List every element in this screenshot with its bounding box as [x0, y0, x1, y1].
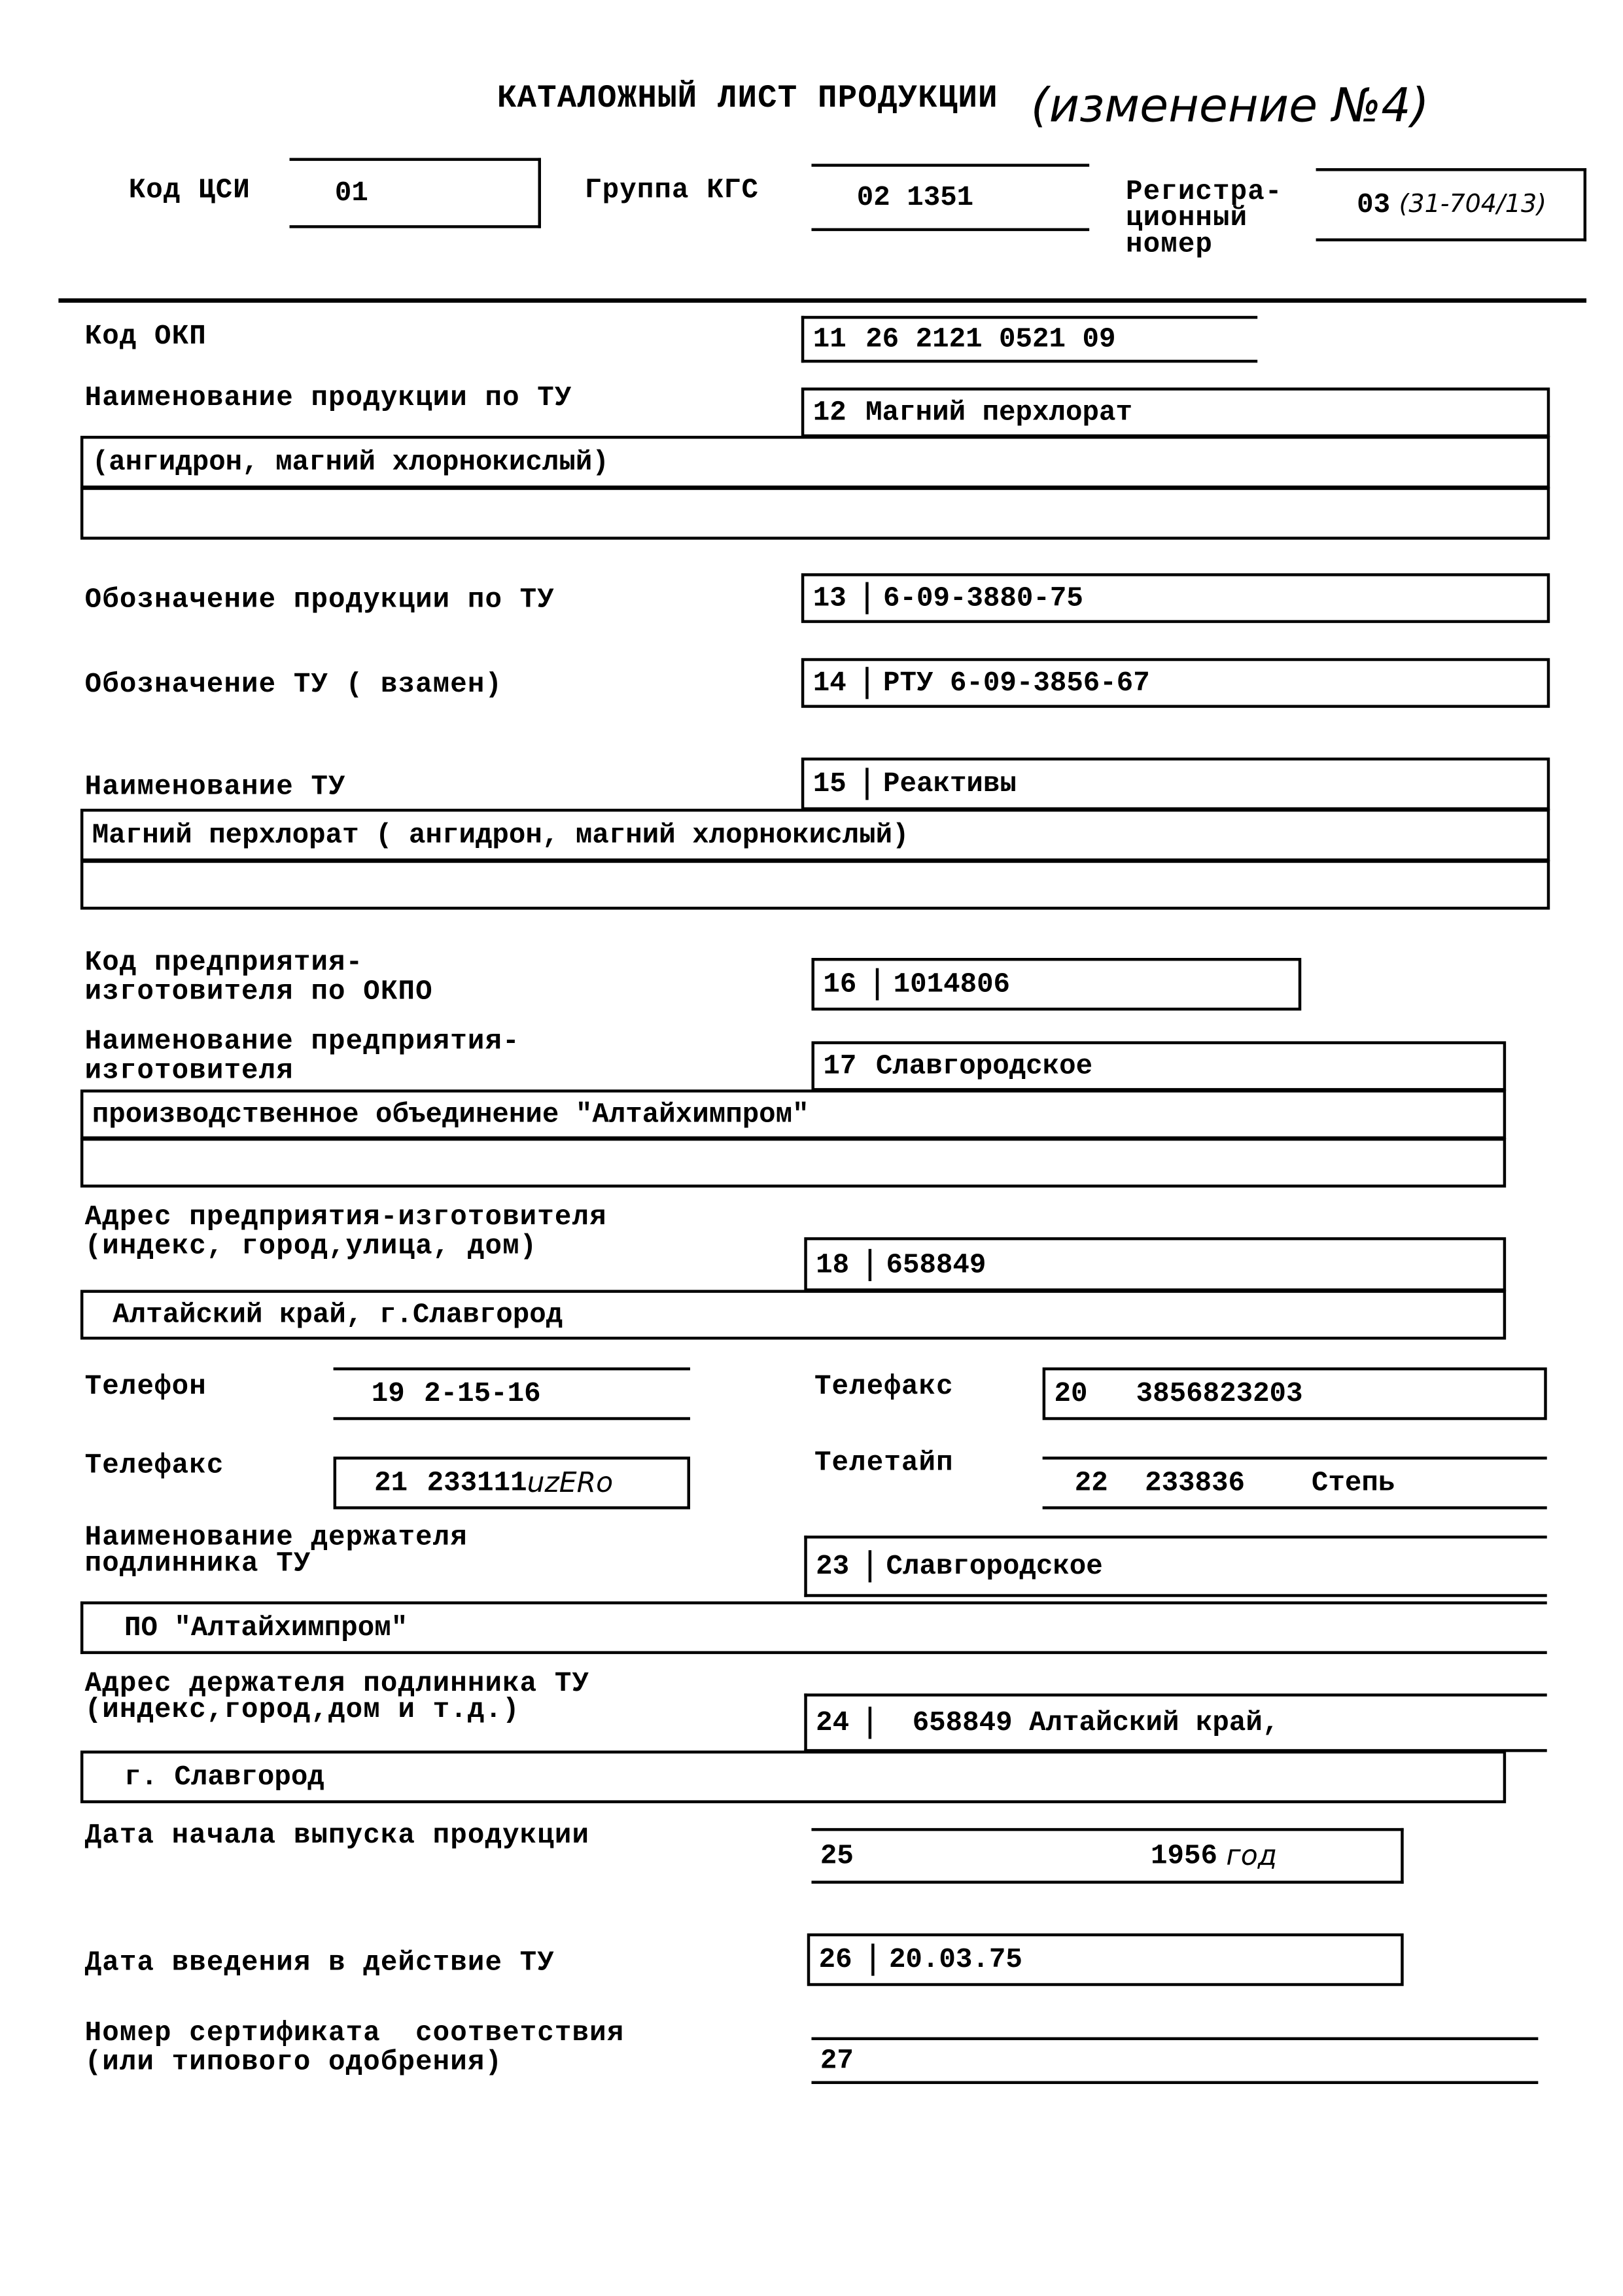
field-11-box	[801, 316, 1257, 363]
field-17-value: Славгородское	[875, 1050, 1093, 1082]
field-24-cont-value: г. Славгород	[124, 1761, 324, 1793]
csu-code-value: 01	[334, 177, 368, 209]
field-15-value: Реактивы	[883, 768, 1017, 800]
field-16-value: 1014806	[893, 968, 1011, 1000]
field-15-label: Наименование ТУ	[84, 770, 346, 804]
field-number: 12	[812, 396, 846, 429]
field-23-continuation	[80, 1601, 1547, 1653]
field-19-value: 2-15-16	[424, 1377, 541, 1410]
field-25-box	[811, 1828, 1403, 1884]
field-number: 16	[823, 968, 879, 1000]
field-12-value: Магний перхлорат	[865, 396, 1132, 429]
field-15-box	[801, 758, 1550, 810]
field-14-box	[801, 658, 1550, 708]
field-19-label: Телефон	[84, 1370, 207, 1403]
field-23-label: Наименование держателя подлинника ТУ	[84, 1521, 468, 1580]
field-18-continuation	[80, 1290, 1506, 1339]
csu-code-label: Код ЦСИ	[128, 173, 251, 207]
reg-number-label: Регистра- ционный номер	[1126, 175, 1283, 260]
field-number: 27	[820, 2044, 854, 2077]
field-13-box	[801, 573, 1550, 623]
field-number: 11	[812, 323, 846, 356]
field-21-box	[334, 1457, 690, 1509]
change-note: (изменение №4)	[1030, 77, 1429, 133]
kgs-group-label: Группа КГС	[585, 173, 759, 207]
field-18-cont-value: Алтайский край, г.Славгород	[113, 1298, 563, 1331]
field-number: 22	[1074, 1466, 1108, 1499]
field-number: 15	[813, 768, 869, 800]
field-24-value: 658849 Алтайский край,	[912, 1706, 1280, 1739]
field-16-label: Код предприятия- изготовителя по ОКПО	[84, 946, 433, 1008]
kgs-group-field	[811, 164, 1089, 231]
field-15-cont-value: Магний перхлорат ( ангидрон, магний хлорнокислый)	[92, 819, 909, 851]
field-17-label: Наименование предприятия- изготовителя	[84, 1025, 520, 1087]
field-number: 21	[374, 1466, 408, 1499]
field-18-box	[804, 1237, 1506, 1292]
field-25-label: Дата начала выпуска продукции	[84, 1819, 590, 1852]
field-25-handwritten: год	[1226, 1839, 1278, 1872]
kgs-group-value: 02 1351	[856, 181, 974, 214]
reg-number-handwritten: (31-704/13)	[1399, 190, 1546, 220]
field-number: 20	[1054, 1377, 1088, 1410]
reg-number-value: 03	[1357, 188, 1391, 221]
field-23-value: Славгородское	[886, 1550, 1103, 1583]
field-14-label: Обозначение ТУ ( взамен)	[84, 668, 503, 701]
field-21-handwritten: uzERо	[527, 1466, 614, 1499]
field-26-box	[807, 1934, 1404, 1986]
field-17-continuation	[80, 1089, 1506, 1139]
field-24-box	[804, 1693, 1546, 1752]
field-number: 24	[816, 1706, 871, 1739]
field-15-continuation	[80, 809, 1550, 861]
field-26-value: 20.03.75	[888, 1943, 1022, 1976]
field-24-label: Адрес держателя подлинника ТУ (индекс,город,дом и т.д.)	[84, 1667, 590, 1726]
field-number: 25	[820, 1839, 854, 1872]
field-23-box	[804, 1536, 1546, 1597]
field-11-label: Код ОКП	[84, 320, 207, 353]
field-18-value: 658849	[886, 1248, 986, 1280]
field-21-label: Телефакс	[84, 1449, 224, 1482]
field-18-label: Адрес предприятия-изготовителя (индекс, город,улица, дом)	[84, 1201, 607, 1262]
field-14-value: РТУ 6-09-3856-67	[883, 667, 1150, 699]
field-17-cont-value: производственное объединение "Алтайхимпром"	[92, 1098, 809, 1131]
field-20-value: 3856823203	[1136, 1377, 1303, 1410]
field-16-box	[811, 958, 1301, 1010]
field-22-value: 233836 Степь	[1145, 1466, 1395, 1499]
field-12-cont-value: (ангидрон, магний хлорнокислый)	[92, 446, 609, 478]
field-22-label: Телетайп	[814, 1446, 954, 1479]
field-13-value: 6-09-3880-75	[883, 582, 1083, 614]
field-20-box	[1043, 1368, 1547, 1420]
field-17-box	[811, 1041, 1506, 1091]
field-number: 26	[819, 1943, 875, 1975]
field-number: 19	[371, 1377, 405, 1410]
field-number: 18	[816, 1248, 871, 1280]
field-number: 17	[823, 1050, 857, 1082]
csu-code-field	[290, 158, 541, 228]
field-21-value: 233111	[427, 1466, 527, 1499]
field-27-label: Номер сертификата соответствия (или типового одобрения)	[84, 2017, 625, 2079]
field-number: 14	[813, 667, 869, 699]
field-12-continuation	[80, 436, 1550, 488]
reg-number-field	[1316, 168, 1586, 241]
field-12-label: Наименование продукции по ТУ	[84, 381, 572, 414]
field-13-label: Обозначение продукции по ТУ	[84, 583, 555, 616]
field-19-box	[334, 1368, 690, 1420]
field-22-box	[1043, 1457, 1547, 1509]
field-12-box	[801, 387, 1550, 437]
field-25-value: 1956	[1151, 1839, 1217, 1872]
field-11-value: 26 2121 0521 09	[865, 323, 1116, 356]
field-number: 13	[813, 582, 869, 614]
sheet-title: КАТАЛОЖНЫЙ ЛИСТ ПРОДУКЦИИ	[497, 80, 998, 117]
field-26-label: Дата введения в действие ТУ	[84, 1946, 555, 1979]
field-17-blank	[80, 1138, 1506, 1188]
field-12-blank	[80, 487, 1550, 539]
field-20-label: Телефакс	[814, 1370, 954, 1403]
field-15-blank	[80, 860, 1550, 910]
field-23-cont-value: ПО "Алтайхимпром"	[124, 1612, 408, 1644]
header-divider	[58, 298, 1586, 303]
field-number: 23	[816, 1550, 871, 1582]
field-27-box	[811, 2037, 1538, 2084]
field-24-continuation	[80, 1750, 1506, 1803]
